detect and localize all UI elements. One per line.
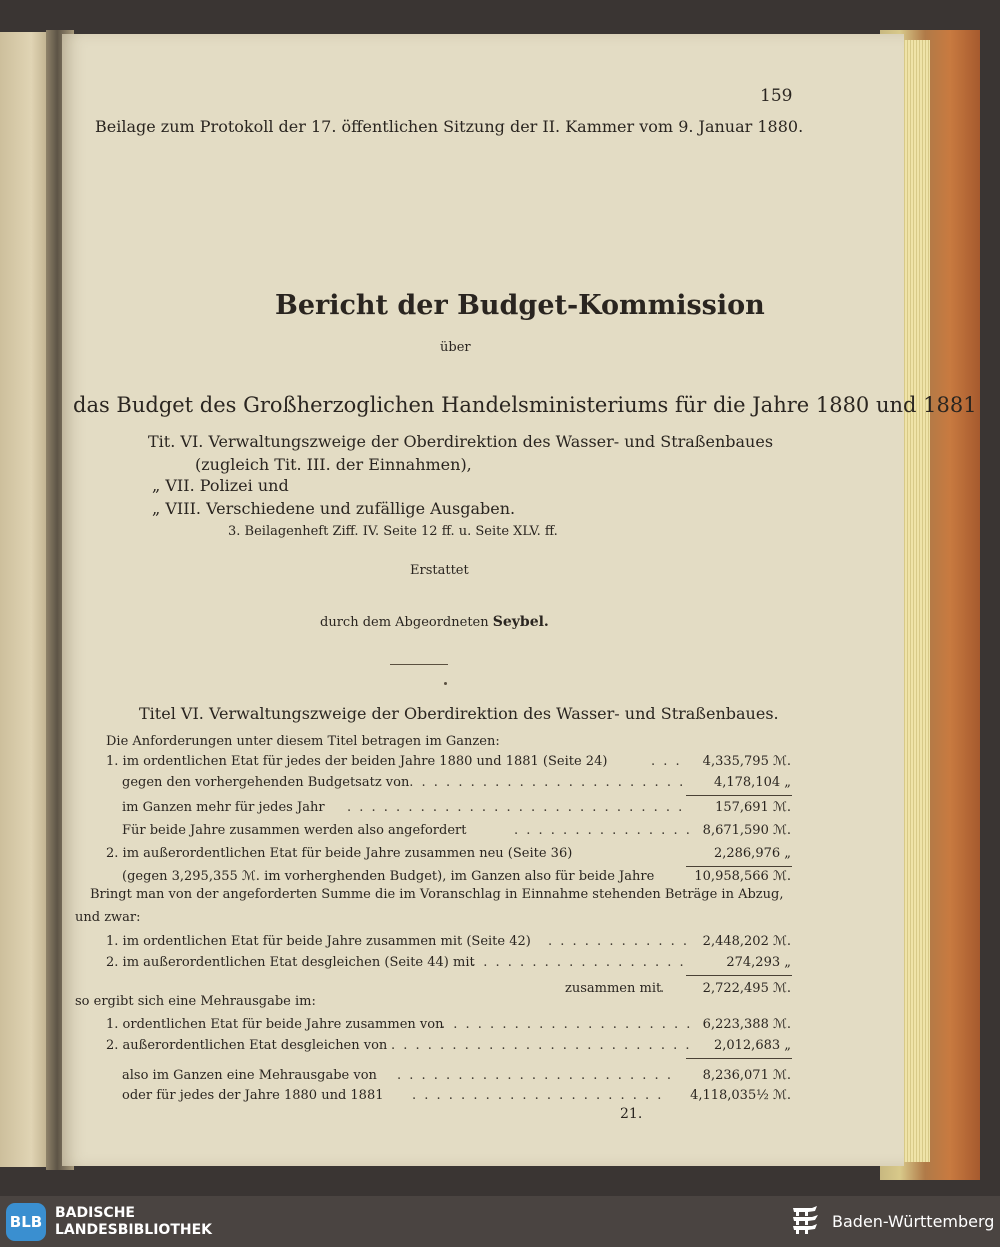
ledger-row [122,800,791,818]
author-name: Seybel. [492,614,549,630]
row-label: 1. im ordentlichen Etat für beide Jahre zusammen mit (Seite 42) [106,934,531,949]
leader-dots: . . . . . . . . . . . . . . . . . . [471,955,686,970]
row-amount: 8,671,590 ℳ. [702,823,791,838]
row-label: oder für jedes der Jahre 1880 und 1881 [122,1088,384,1103]
row-label: im Ganzen mehr für jedes Jahr [122,800,325,815]
leader-dots: . . . . . . . . . . . . [548,934,690,949]
beilage-reference: 3. Beilagenheft Ziff. IV. Seite 12 ff. u. Seite XLV. ff. [228,524,558,539]
ledger-row [106,846,791,864]
title-vi-note: (zugleich Tit. III. der Einnahmen), [195,455,472,474]
sum-rule [686,866,792,867]
ledger-row [106,934,791,952]
title-vi: Tit. VI. Verwaltungszweige der Oberdirektion des Wasser- und Straßenbaues [148,432,774,451]
leader-dots: . . . . . . . . . . . . . . . . . . . . . . . . . . . . [347,800,685,815]
folio-number: 21. [620,1106,643,1122]
row-amount: 274,293 „ [726,955,791,970]
row-amount: 10,958,566 ℳ. [694,869,791,884]
row-label: (gegen 3,295,355 ℳ. im vorherghenden Budget), im Ganzen also für beide Jahre [122,869,655,884]
row-amount: 2,012,683 „ [713,1038,791,1053]
left-page-edge [0,32,52,1167]
ledger-row [565,981,791,999]
row-amount: 4,118,035½ ℳ. [690,1088,791,1103]
row-label: 2. im außerordentlichen Etat für beide Jahre zusammen neu (Seite 36) [106,846,573,861]
row-amount: 4,178,104 „ [713,775,791,790]
ledger-row [106,1017,791,1035]
row-amount: 2,722,495 ℳ. [702,981,791,996]
ledger-row [122,869,791,887]
section-heading: Titel VI. Verwaltungszweige der Oberdirektion des Wasser- und Straßenbaues. [139,704,779,723]
leader-dots: . . . . . . . . . . . . . . . . . . . . . . . [397,1068,673,1083]
leader-dots: . [660,981,667,996]
row-amount: 2,286,976 „ [713,846,791,861]
so-ergibt-text: so ergibt sich eine Mehrausgabe im: [75,994,316,1009]
leader-dots: . . . [651,754,682,769]
row-label: Für beide Jahre zusammen werden also angefordert [122,823,467,838]
row-label: 1. ordentlichen Etat für beide Jahre zusammen von [106,1017,444,1032]
intro-text: Die Anforderungen unter diesem Titel betragen im Ganzen: [106,734,500,749]
leader-dots: . . . . . . . . . . . . . . . . . . . . . [441,1017,693,1032]
library-name-line1: BADISCHE [55,1205,135,1221]
row-amount: 6,223,388 ℳ. [702,1017,791,1032]
leader-dots: . . . . . . . . . . . . . . . [514,823,692,838]
leader-dots: . . . . . . . . . . . . . . . . . . . . . . . . . [391,1038,692,1053]
row-amount: 8,236,071 ℳ. [702,1068,791,1083]
ledger-row [122,775,791,793]
und-zwar-text: und zwar: [75,910,141,925]
sum-rule [686,795,792,796]
separator-rule [390,664,448,665]
ueber-text: über [440,340,471,355]
library-name-line2: LANDESBIBLIOTHEK [55,1222,213,1238]
blb-logo[interactable]: BLB [6,1203,46,1241]
row-label: 2. außerordentlichen Etat desgleichen von [106,1038,388,1053]
ledger-row [106,1038,791,1056]
ledger-row [122,823,791,841]
author-line [320,614,549,630]
row-label: also im Ganzen eine Mehrausgabe von [122,1068,377,1083]
bw-lions-icon [790,1204,822,1238]
separator-dot [444,682,447,685]
row-label: 2. im außerordentlichen Etat desgleichen (Seite 44) mit [106,955,475,970]
leader-dots: . . . . . . . . . . . . . . . . . . . . . . . . [397,775,686,790]
row-label: gegen den vorhergehenden Budgetsatz von [122,775,410,790]
ledger-row [122,1068,791,1086]
erstattet-text: Erstattet [410,563,469,578]
row-amount: 4,335,795 ℳ. [702,754,791,769]
sum-rule [686,975,792,976]
protocol-line: Beilage zum Protokoll der 17. öffentlichen Sitzung der II. Kammer vom 9. Januar 1880. [95,117,804,136]
sum-rule [686,1058,792,1059]
row-amount: 2,448,202 ℳ. [702,934,791,949]
row-amount: 157,691 ℳ. [715,800,791,815]
title-vii: „ VII. Polizei und [152,476,289,495]
title-viii: „ VIII. Verschiedene und zufällige Ausgaben. [152,499,516,518]
page-number: 159 [760,86,793,106]
ledger-row [106,754,791,772]
deduction-text: Bringt man von der angeforderten Summe die im Voranschlag in Einnahme stehenden Beträge in Abzug, [90,887,784,902]
ledger-row [122,1088,791,1106]
row-label: 1. im ordentlichen Etat für jedes der beiden Jahre 1880 und 1881 (Seite 24) [106,754,608,769]
report-title: Bericht der Budget-Kommission [275,290,765,321]
budget-line: das Budget des Großherzoglichen Handelsministeriums für die Jahre 1880 und 1881 [73,393,977,417]
ledger-row [106,955,791,973]
leader-dots: . . . . . . . . . . . . . . . . . . . . . [412,1088,664,1103]
durch-text: durch dem Abgeordneten [320,615,489,630]
state-name: Baden-Württemberg [832,1212,995,1231]
row-label: zusammen mit [565,981,662,996]
